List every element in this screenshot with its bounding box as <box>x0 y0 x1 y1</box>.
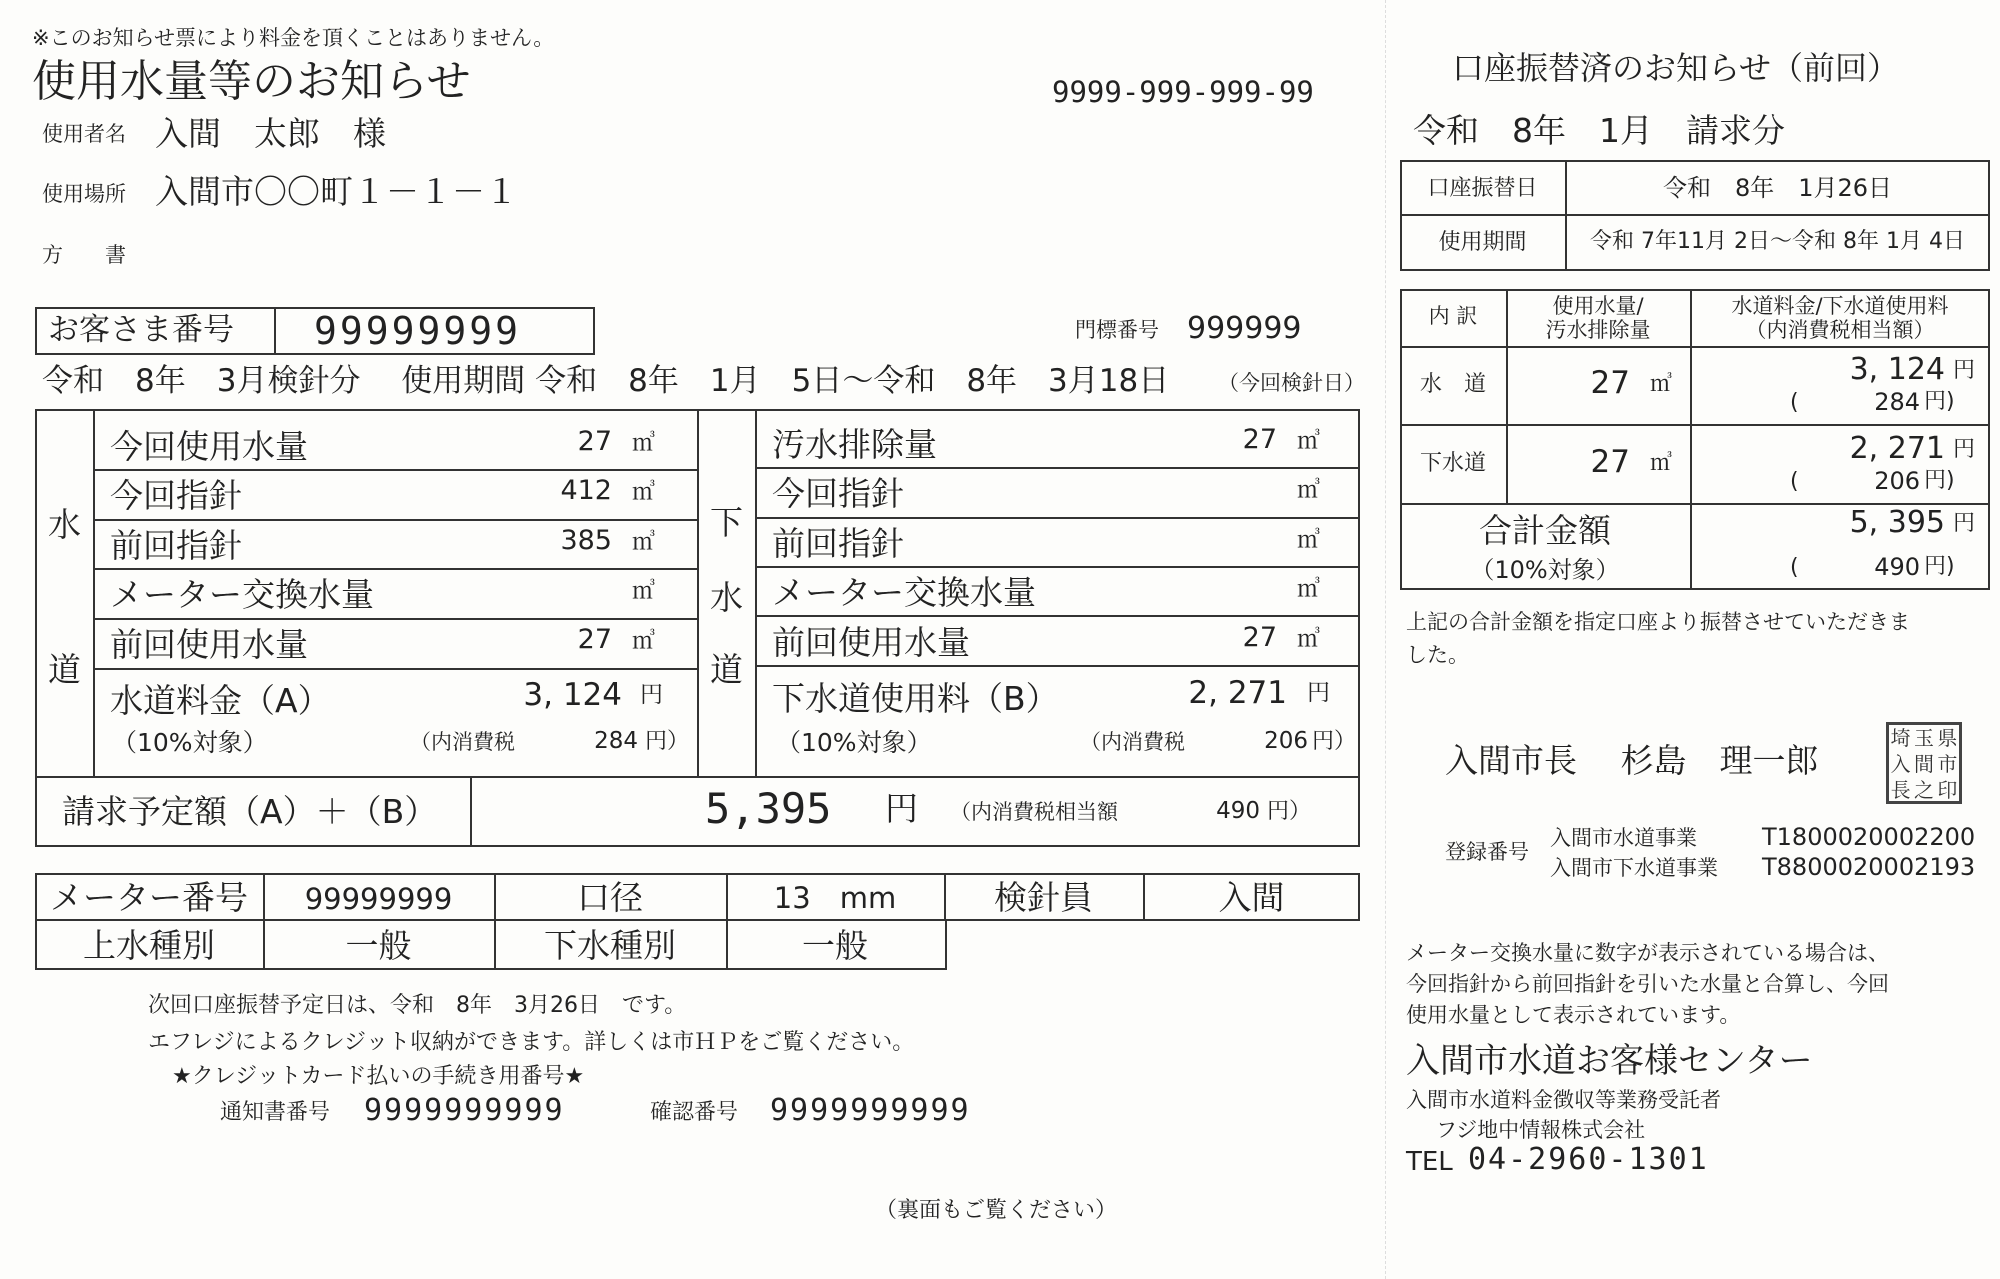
water-row-label: 今回使用水量 <box>110 427 308 466</box>
total-tax: 490 <box>1874 553 1920 581</box>
tax-open: ( <box>1790 469 1799 494</box>
meter-number: 99999999 <box>304 882 453 916</box>
breakdown-header: 内 訳 <box>1428 304 1478 328</box>
mayor-name: 入間市長 杉島 理一郎 <box>1445 741 1819 780</box>
door-number-label: 門標番号 <box>1075 318 1159 342</box>
water-fee-label: 水道料金（A） <box>110 681 331 720</box>
sewer-side-char: 下 <box>710 503 743 542</box>
water-row-label: 前回指針 <box>110 526 242 565</box>
sewer-fee-label: 下水道使用料（B） <box>772 679 1059 718</box>
cubic-meter-unit: ㎥ <box>1297 576 1320 602</box>
transfer-date: 令和 8年 1月26日 <box>1662 174 1893 202</box>
billing-amount: 5,395 <box>705 784 832 833</box>
water-row-value: 385 <box>560 525 612 556</box>
cubic-meter-unit: ㎥ <box>1650 451 1673 476</box>
billing-tax-value: 490 <box>1216 798 1260 824</box>
volume-header-sub: 汚水排除量 <box>1545 318 1651 342</box>
notice-number: 9999999999 <box>364 1093 565 1128</box>
water-fee: 3, 124 <box>1849 352 1945 387</box>
water-type-label: 上水種別 <box>83 926 215 965</box>
cubic-meter-unit: ㎥ <box>1297 477 1320 503</box>
registration-number: T1800020002200 <box>1762 823 1976 851</box>
sewer-side-char: 道 <box>710 650 743 689</box>
sewer-row-value: 27 <box>1242 424 1277 455</box>
water-volume: 27 <box>1590 365 1630 401</box>
next-transfer-note: 次回口座振替予定日は、令和 8年 3月26日 です。 <box>148 993 687 1018</box>
perforation-line <box>1385 0 1386 1279</box>
water-type: 一般 <box>345 926 412 965</box>
water-row-label: 前回使用水量 <box>110 625 308 664</box>
transfer-date-label: 口座振替日 <box>1427 176 1538 201</box>
sewer-row-value: 27 <box>1242 622 1277 653</box>
address: 入間市〇〇町１－１－１ <box>155 172 518 211</box>
transfer-note-cont: した。 <box>1406 643 1469 667</box>
official-seal: 埼 玉 県 入 間 市 長 之 印 <box>1886 722 1962 804</box>
total-label: 合計金額 <box>1479 511 1611 550</box>
door-number: 999999 <box>1187 311 1302 346</box>
confirm-number: 9999999999 <box>770 1093 971 1128</box>
customer-number: 99999999 <box>314 309 522 353</box>
yen-unit: 円 <box>1953 437 1976 462</box>
registration-entity: 入間市下水道事業 <box>1550 856 1718 880</box>
water-tax-target: （10%対象） <box>112 728 268 757</box>
right-title: 口座振替済のお知らせ（前回） <box>1452 49 1900 87</box>
billing-unit: 円 <box>885 789 918 828</box>
water-side-label-bottom: 道 <box>48 650 81 689</box>
tel-label: TEL <box>1406 1147 1453 1177</box>
sewer-row-label: 前回使用水量 <box>772 623 970 662</box>
meter-reader-label: 検針員 <box>994 878 1093 917</box>
cubic-meter-unit: ㎥ <box>1650 372 1673 397</box>
customer-number-label: お客さま番号 <box>48 312 234 348</box>
cubic-meter-unit: ㎥ <box>632 628 655 654</box>
credit-note: エフレジによるクレジット収納ができます。詳しくは市ＨＰをご覧ください。 <box>148 1030 915 1055</box>
sewer-row-label: 今回指針 <box>772 474 904 513</box>
notice-number-label: 通知書番号 <box>220 1100 331 1125</box>
meter-exchange-note: 今回指針から前回指針を引いた水量と合算し、今回 <box>1406 972 1889 996</box>
meter-number-label: メーター番号 <box>50 878 248 917</box>
cubic-meter-unit: ㎥ <box>632 430 655 456</box>
water-row-label: 水 道 <box>1419 372 1486 397</box>
cubic-meter-unit: ㎥ <box>1297 428 1320 454</box>
sewer-row-label: 汚水排除量 <box>772 425 937 464</box>
customer-center-name: 入間市水道お客様センター <box>1406 1041 1813 1081</box>
water-tax: 284 <box>1874 388 1920 416</box>
meter-exchange-note: 使用水量として表示されています。 <box>1406 1003 1741 1027</box>
sewer-side-char: 水 <box>710 578 743 617</box>
document-number: 9999-999-999-99 <box>1052 75 1314 109</box>
confirm-number-label: 確認番号 <box>650 1100 739 1125</box>
sewer-volume: 27 <box>1590 444 1630 480</box>
address-label: 使用場所 <box>42 182 126 206</box>
sewer-row-label: 前回指針 <box>772 524 904 563</box>
sewer-row-label: 下水道 <box>1419 451 1486 476</box>
yen-unit: 円 <box>1953 358 1976 383</box>
yen-unit: 円 <box>640 682 663 708</box>
registration-label: 登録番号 <box>1445 840 1529 864</box>
cubic-meter-unit: ㎥ <box>632 578 655 604</box>
cubic-meter-unit: ㎥ <box>632 529 655 555</box>
period-value: 令和 7年11月 2日～令和 8年 1月 4日 <box>1590 229 1965 254</box>
water-tax-label: （内消費税 <box>410 730 515 754</box>
meter-exchange-note: メーター交換水量に数字が表示されている場合は、 <box>1406 941 1889 965</box>
sewer-tax: 206 <box>1874 467 1920 495</box>
tax-open: ( <box>1790 555 1799 580</box>
reading-period: 令和 8年 3月検針分 使用期間 令和 8年 1月 5日～令和 8年 3月18日 <box>42 363 1170 399</box>
sewer-type: 一般 <box>802 926 868 965</box>
cubic-meter-unit: ㎥ <box>632 479 655 505</box>
cubic-meter-unit: ㎥ <box>1297 626 1320 652</box>
phone-number: 04-2960-1301 <box>1468 1142 1709 1177</box>
reading-date-note: （今回検針日） <box>1218 371 1365 395</box>
sewer-tax-unit: 円） <box>1312 729 1357 754</box>
billing-month: 令和 8年 1月 請求分 <box>1413 111 1785 150</box>
water-row-value: 27 <box>577 624 612 655</box>
sewer-row-label: メーター交換水量 <box>772 573 1036 612</box>
sewer-fee: 2, 271 <box>1849 431 1945 466</box>
sewer-tax-label: （内消費税 <box>1080 730 1185 754</box>
water-row-label: メーター交換水量 <box>110 575 374 614</box>
contractor-name: フジ地中情報株式会社 <box>1436 1118 1646 1142</box>
transfer-note: 上記の合計金額を指定口座より振替させていただきま <box>1406 610 1910 634</box>
water-fee: 3, 124 <box>523 677 622 713</box>
contractor-line: 入間市水道料金徴収等業務受託者 <box>1406 1088 1721 1112</box>
meter-reader: 入間 <box>1218 878 1285 917</box>
tax-open: ( <box>1790 390 1799 415</box>
user-name: 入間 太郎 様 <box>155 114 386 153</box>
sewer-fee: 2, 271 <box>1188 675 1287 711</box>
water-row-label: 今回指針 <box>110 476 242 515</box>
water-tax-unit: 円） <box>645 729 690 754</box>
water-side-label-top: 水 <box>48 505 81 544</box>
volume-header: 使用水量/ <box>1552 294 1644 318</box>
billing-tax-unit: 円） <box>1267 799 1312 824</box>
notice-text: ※このお知らせ票により料金を頂くことはありません。 <box>32 26 555 50</box>
fee-header: 水道料金/下水道使用料 <box>1731 294 1949 318</box>
user-name-label: 使用者名 <box>42 122 126 146</box>
billing-tax-label: （内消費税相当額 <box>950 800 1118 824</box>
page-title: 使用水量等のお知らせ <box>32 56 471 107</box>
tax-unit: 円) <box>1924 468 1955 493</box>
tax-unit: 円) <box>1924 389 1955 414</box>
caliber-label: 口径 <box>577 878 643 917</box>
cubic-meter-unit: ㎥ <box>1297 527 1320 553</box>
sewer-type-label: 下水種別 <box>544 926 676 965</box>
credit-heading: ★クレジットカード払いの手続き用番号★ <box>172 1064 585 1089</box>
total-tax-target: （10%対象） <box>1470 556 1620 584</box>
period-label: 使用期間 <box>1438 230 1527 255</box>
sewer-tax-value: 206 <box>1264 728 1308 754</box>
caliber: 13 mm <box>773 881 897 915</box>
registration-entity: 入間市水道事業 <box>1550 826 1697 850</box>
water-row-value: 412 <box>560 475 612 506</box>
yen-unit: 円 <box>1307 680 1330 706</box>
sewer-tax-target: （10%対象） <box>776 728 932 757</box>
fee-header-sub: （内消費税相当額） <box>1745 318 1935 342</box>
back-side-note: （裏面もご覧ください） <box>875 1198 1118 1223</box>
yen-unit: 円 <box>1953 511 1976 536</box>
billing-label: 請求予定額（A）＋（B） <box>62 792 438 831</box>
tax-unit: 円) <box>1924 554 1955 579</box>
katagaki-label: 方 書 <box>42 243 126 267</box>
registration-number: T8800020002193 <box>1762 853 1976 881</box>
total-fee: 5, 395 <box>1849 505 1945 540</box>
water-row-value: 27 <box>577 426 612 457</box>
water-tax-value: 284 <box>594 728 638 754</box>
